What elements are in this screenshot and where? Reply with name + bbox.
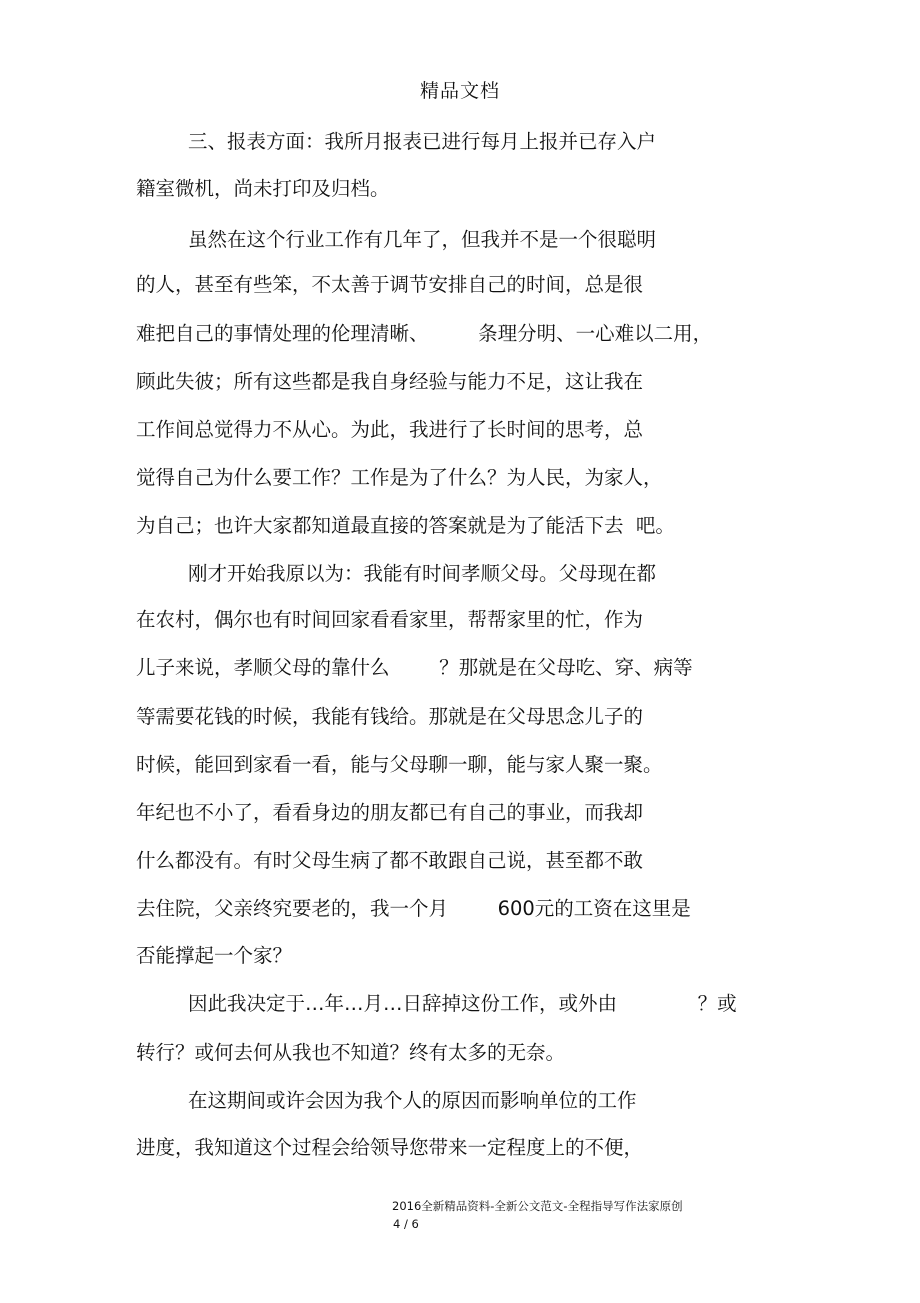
text-line: 三、报表方面：我所月报表已进行每月上报并已存入户 xyxy=(188,130,657,153)
text-line: 顾此失彼；所有这些都是我自身经验与能力不足，这让我在 xyxy=(136,370,644,393)
text-line: 难把自己的事情处理的伦理清晰、 条理分明、一心难以二用， xyxy=(136,322,713,345)
text-line: 年纪也不小了，看看身边的朋友都已有自己的事业，而我却 xyxy=(136,801,644,824)
text-line: 因此我决定于…年…月…日辞掉这份工作，或外由 ？或 xyxy=(188,992,737,1015)
text-line: 觉得自己为什么要工作？工作是为了什么？为人民，为家人， xyxy=(136,466,663,489)
text-line: 籍室微机，尚未打印及归档。 xyxy=(136,177,390,200)
text-line: 时候，能回到家看一看，能与父母聊一聊，能与家人聚一聚。 xyxy=(136,753,663,776)
text-line: 儿子来说，孝顺父母的靠什么 ？那就是在父母吃、穿、病等 xyxy=(136,656,693,679)
text-line: 的人，甚至有些笨，不太善于调节安排自己的时间，总是很 xyxy=(136,273,644,296)
text-line: 否能撑起一个家？ xyxy=(136,944,293,967)
footer-source: 2016全新精品资料-全新公文范文-全程指导写作法家原创 xyxy=(392,1199,683,1213)
text-line: 等需要花钱的时候，我能有钱给。那就是在父母思念儿子的 xyxy=(136,705,644,728)
page-number: 4 / 6 xyxy=(393,1217,419,1231)
text-line: 进度，我知道这个过程会给领导您带来一定程度上的不便， xyxy=(136,1136,644,1159)
text-line: 在农村，偶尔也有时间回家看看家里，帮帮家里的忙，作为 xyxy=(136,608,644,631)
text-line: 工作间总觉得力不从心。为此，我进行了长时间的思考，总 xyxy=(136,418,644,441)
text-line: 去住院，父亲终究要老的，我一个月 600元的工资在这里是 xyxy=(136,897,691,920)
text-line: 在这期间或许会因为我个人的原因而影响单位的工作 xyxy=(188,1089,637,1112)
page-header-title: 精品文档 xyxy=(419,80,500,102)
text-line: 虽然在这个行业工作有几年了，但我并不是一个很聪明 xyxy=(188,228,657,251)
text-line: 为自己；也许大家都知道最直接的答案就是为了能活下去 吧。 xyxy=(136,514,675,537)
text-line: 转行？或何去何从我也不知道？终有太多的无奈。 xyxy=(136,1041,566,1064)
text-line: 什么都没有。有时父母生病了都不敢跟自己说，甚至都不敢 xyxy=(136,849,644,872)
text-line: 刚才开始我原以为：我能有时间孝顺父母。父母现在都 xyxy=(188,562,657,585)
